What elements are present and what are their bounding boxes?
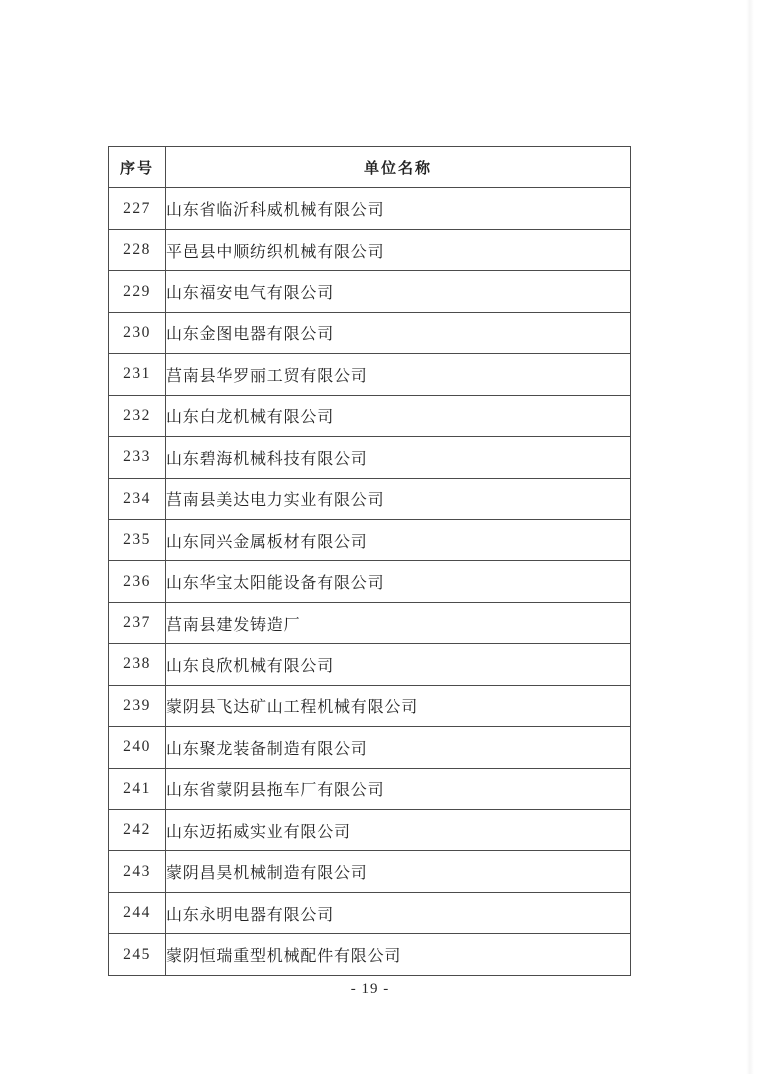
unit-name-cell: 山东省临沂科威机械有限公司 (166, 188, 631, 229)
unit-name-cell: 山东金图电器有限公司 (166, 312, 631, 353)
column-header-serial-number: 序号 (109, 147, 166, 188)
unit-name-cell: 山东同兴金属板材有限公司 (166, 519, 631, 560)
table-header-row (109, 147, 631, 188)
serial-number-cell: 231 (109, 354, 166, 395)
page-number: - 19 - (350, 981, 390, 997)
unit-name-cell: 莒南县美达电力实业有限公司 (166, 478, 631, 519)
table-row (109, 395, 631, 436)
table-row (109, 312, 631, 353)
table-row (109, 437, 631, 478)
serial-number-cell: 240 (109, 727, 166, 768)
company-table (108, 146, 631, 976)
table-body (109, 188, 631, 975)
table-row (109, 644, 631, 685)
serial-number-cell: 243 (109, 851, 166, 892)
unit-name-cell: 蒙阴恒瑞重型机械配件有限公司 (166, 934, 631, 975)
table-row (109, 810, 631, 851)
column-header-unit-name: 单位名称 (166, 147, 631, 188)
table-row (109, 188, 631, 229)
unit-name-cell: 山东聚龙装备制造有限公司 (166, 727, 631, 768)
serial-number-cell: 228 (109, 229, 166, 270)
unit-name-cell: 平邑县中顺纺织机械有限公司 (166, 229, 631, 270)
serial-number-cell: 232 (109, 395, 166, 436)
serial-number-cell: 245 (109, 934, 166, 975)
serial-number-cell: 241 (109, 768, 166, 809)
serial-number-cell: 236 (109, 561, 166, 602)
unit-name-cell: 山东省蒙阴县拖车厂有限公司 (166, 768, 631, 809)
serial-number-cell: 230 (109, 312, 166, 353)
table-row (109, 851, 631, 892)
serial-number-cell: 235 (109, 519, 166, 560)
unit-name-cell: 山东永明电器有限公司 (166, 892, 631, 933)
serial-number-cell: 233 (109, 437, 166, 478)
table-row (109, 354, 631, 395)
table-row (109, 519, 631, 560)
serial-number-cell: 234 (109, 478, 166, 519)
unit-name-cell: 山东福安电气有限公司 (166, 271, 631, 312)
unit-name-cell: 山东白龙机械有限公司 (166, 395, 631, 436)
unit-name-cell: 山东迈拓威实业有限公司 (166, 810, 631, 851)
unit-name-cell: 蒙阴昌昊机械制造有限公司 (166, 851, 631, 892)
serial-number-cell: 238 (109, 644, 166, 685)
unit-name-cell: 莒南县建发铸造厂 (166, 602, 631, 643)
table-row (109, 561, 631, 602)
unit-name-cell: 莒南县华罗丽工贸有限公司 (166, 354, 631, 395)
serial-number-cell: 242 (109, 810, 166, 851)
serial-number-cell: 227 (109, 188, 166, 229)
serial-number-cell: 244 (109, 892, 166, 933)
scan-edge-artifact (746, 0, 754, 1074)
table-row (109, 478, 631, 519)
table-row (109, 685, 631, 726)
serial-number-cell: 237 (109, 602, 166, 643)
serial-number-cell: 239 (109, 685, 166, 726)
unit-name-cell: 蒙阴县飞达矿山工程机械有限公司 (166, 685, 631, 726)
table-row (109, 727, 631, 768)
unit-name-cell: 山东良欣机械有限公司 (166, 644, 631, 685)
table-row (109, 271, 631, 312)
table-row (109, 229, 631, 270)
unit-name-cell: 山东华宝太阳能设备有限公司 (166, 561, 631, 602)
table-row (109, 602, 631, 643)
unit-name-cell: 山东碧海机械科技有限公司 (166, 437, 631, 478)
table-row (109, 768, 631, 809)
table-row (109, 892, 631, 933)
serial-number-cell: 229 (109, 271, 166, 312)
table-row (109, 934, 631, 975)
